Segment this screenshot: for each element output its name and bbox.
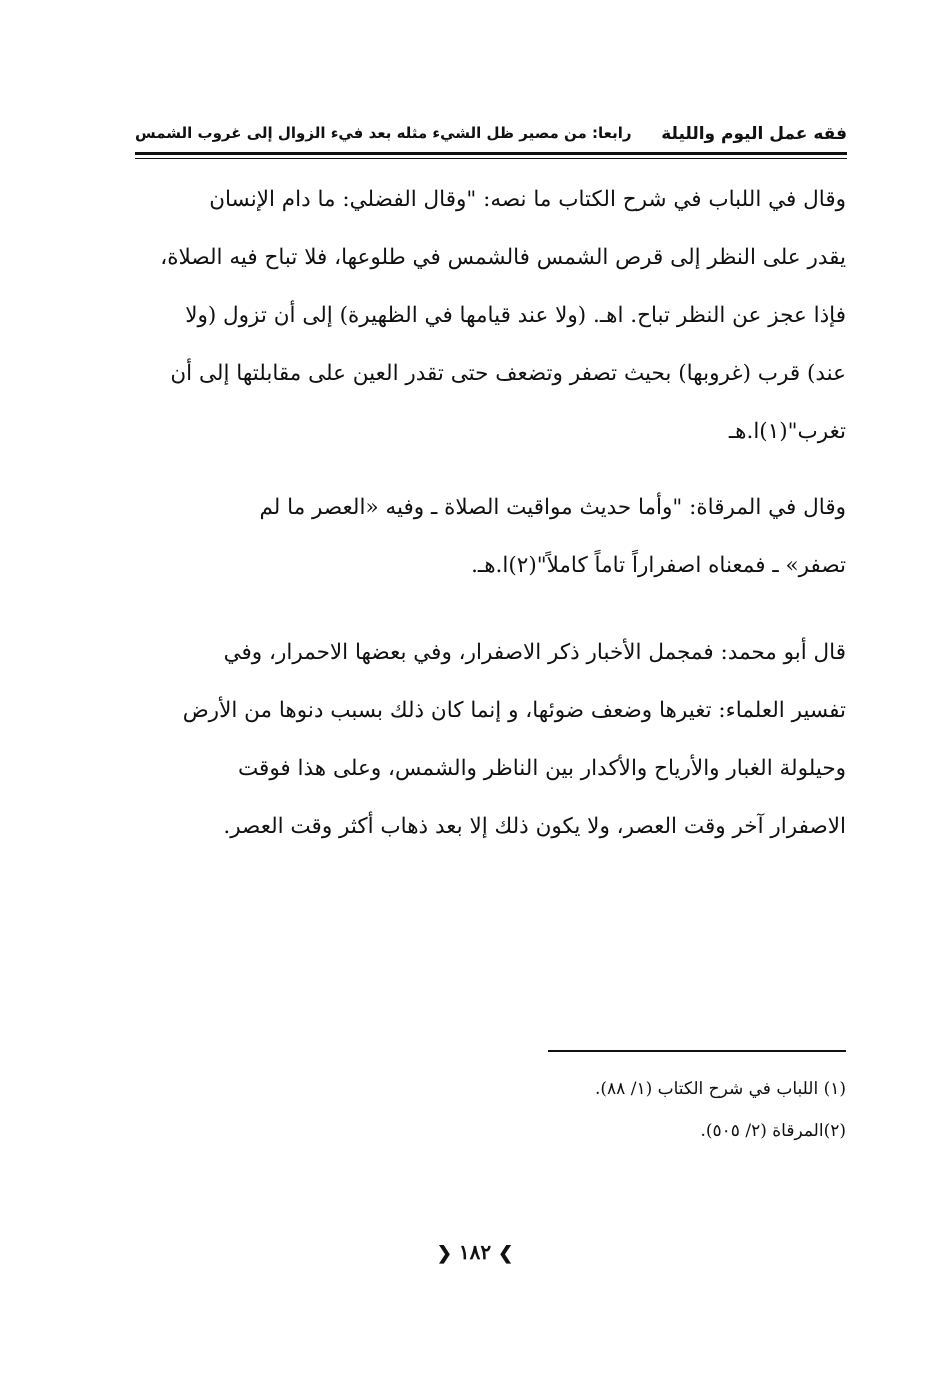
- footnote-rule: [548, 1050, 846, 1052]
- paragraph-mirqat: [132, 479, 846, 595]
- chapter-title: رابعا: من مصير ظل الشيء مثله بعد فيء الزوال إلى غروب الشمس: [135, 124, 632, 142]
- paragraph-abu-muhammad: [132, 624, 846, 856]
- ornament-bracket-icon: ❮: [436, 1243, 452, 1264]
- footnote-1: (١) اللباب في شرح الكتاب (١/ ٨٨).: [594, 1079, 846, 1099]
- footnotes: [400, 1068, 846, 1152]
- text-line: الاصفرار آخر وقت العصر، ولا يكون ذلك إلا بعد ذهاب أكثر وقت العصر.: [223, 814, 846, 839]
- ornament-bracket-icon: ❯: [498, 1243, 514, 1264]
- text-line: تصفر» ـ فمعناه اصفراراً تاماً كاملاً"(٢)ا.هـ.: [471, 553, 846, 578]
- text-line: قال أبو محمد: فمجمل الأخبار ذكر الاصفرار، وفي بعضها الاحمرار، وفي: [223, 640, 846, 665]
- text-line: وحيلولة الغبار والأرياح والأكدار بين الناظر والشمس، وعلى هذا فوقت: [237, 756, 846, 781]
- text-line: تغرب"(١)ا.هـ: [728, 419, 846, 444]
- footnote-2: (٢)المرقاة (٢/ ٥٠٥).: [700, 1121, 846, 1141]
- running-header: [135, 118, 847, 154]
- text-line: فإذا عجز عن النظر تباح. اهـ. (ولا عند قيامها في الظهيرة) إلى أن تزول (ولا: [185, 303, 846, 328]
- page-number-block: [420, 1240, 530, 1264]
- page-number: ١٨٢: [458, 1240, 492, 1264]
- text-line: وقال في المرقاة: "وأما حديث مواقيت الصلاة ـ وفيه «العصر ما لم: [259, 495, 846, 520]
- book-title: فقه عمل اليوم والليلة: [661, 124, 847, 144]
- text-line: وقال في اللباب في شرح الكتاب ما نصه: "وقال الفضلي: ما دام الإنسان: [209, 187, 846, 212]
- text-line: يقدر على النظر إلى قرص الشمس فالشمس في طلوعها، فلا تباح فيه الصلاة،: [160, 245, 846, 270]
- text-line: تفسير العلماء: تغيرها وضعف ضوئها، و إنما كان ذلك بسبب دنوها من الأرض: [182, 698, 846, 723]
- header-rule-thin: [135, 158, 847, 159]
- header-rule: [135, 152, 847, 155]
- paragraph-lubab: [132, 171, 846, 461]
- text-line: عند) قرب (غروبها) بحيث تصفر وتضعف حتى تقدر العين على مقابلتها إلى أن: [170, 361, 846, 386]
